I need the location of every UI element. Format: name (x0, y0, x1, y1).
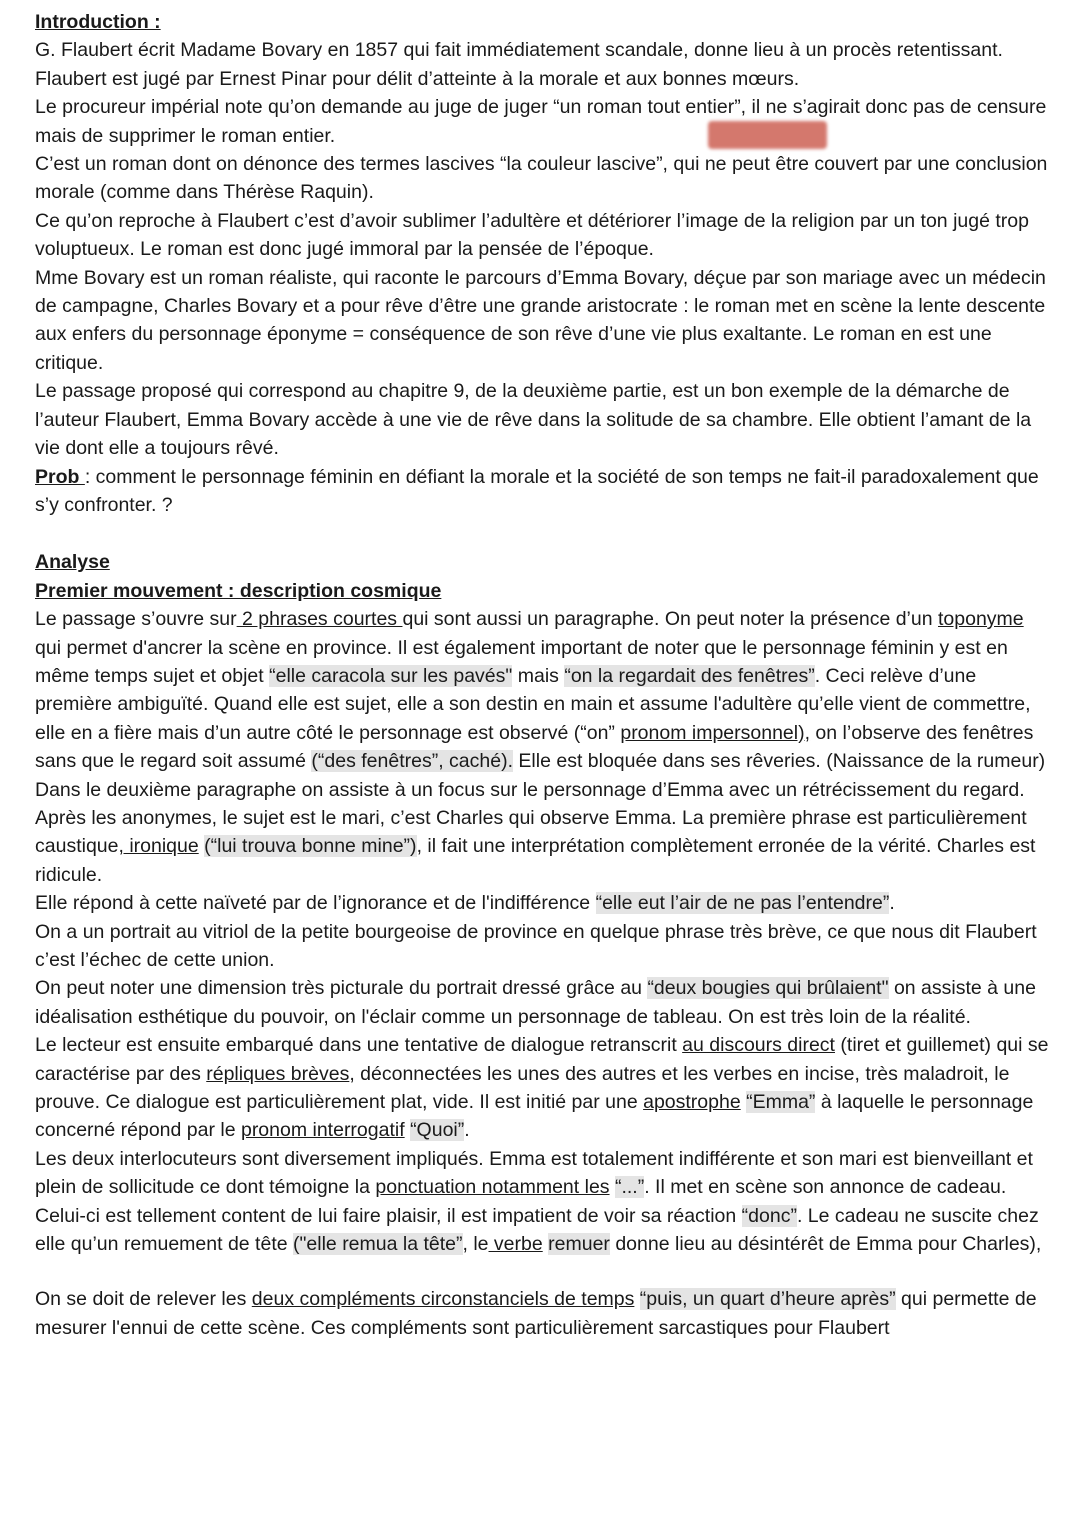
spacer (35, 1258, 1055, 1285)
analyse-subheading: Premier mouvement : description cosmique (35, 579, 442, 602)
text-run: . (464, 1119, 470, 1142)
analyse-paragraph-5 (35, 974, 1055, 1031)
text-run: donne lieu au désintérêt de Emma pour Charles), (609, 1233, 1042, 1256)
analyse-paragraph-4: On a un portrait au vitriol de la petite bourgeoise de province en quelque phrase très brève, ce que nous dit Flaubert c’est l’échec de cette union. (35, 920, 1037, 971)
analyse-paragraph-8 (35, 1285, 1055, 1342)
underlined-term: toponyme (938, 608, 1024, 631)
intro-paragraph-3: C’est un roman dont on dénonce des termes lascives “la couleur lascive”, qui ne peut être couvert par une conclusion morale (comme dans Thérèse Raquin). (35, 153, 1048, 204)
text-run: mais (512, 664, 565, 687)
underlined-term: 2 phrases courtes (236, 608, 403, 631)
document-page (35, 8, 1055, 1342)
highlighted-quote: ("elle remua la tête” (293, 1233, 463, 1256)
analyse-paragraph-3 (35, 889, 1055, 917)
text-run: Elle répond à cette naïveté par de l’ignorance et de l'indifférence (35, 892, 596, 915)
text-run: à laquelle le personnage concerné répond par le (35, 1091, 1034, 1142)
text-run: Le lecteur est ensuite embarqué dans une tentative de dialogue retranscrit (35, 1034, 683, 1057)
analyse-paragraph-6 (35, 1031, 1055, 1145)
text-run: qui permette de mesurer l'ennui de cette scène. Ces compléments sont particulièrement sarcastiques pour Flaubert (35, 1288, 1037, 1339)
highlighted-quote: “elle caracola sur les pavés" (269, 664, 513, 687)
analyse-paragraph-7 (35, 1145, 1055, 1259)
intro-heading: Introduction : (35, 11, 161, 33)
underlined-term: pronom impersonnel), (620, 721, 811, 744)
analyse-paragraph-2 (35, 776, 1055, 890)
prob-text: : comment le personnage féminin en défiant la morale et la société de son temps ne fait-il paradoxalement que s’y confronter. ? (35, 465, 1039, 516)
text-run: Elle est bloquée dans ses rêveries. (Naissance de la rumeur) (513, 750, 1046, 773)
prob-label: Prob (35, 465, 85, 488)
highlighted-quote: “donc” (741, 1204, 797, 1227)
underlined-term: ponctuation notamment les (375, 1176, 610, 1199)
highlighted-quote: “on la regardait des fenêtres” (564, 664, 815, 687)
underlined-term: , ironique (118, 835, 199, 858)
text-run: On se doit de relever les (35, 1288, 252, 1311)
highlighted-quote: “elle eut l’air de ne pas l’entendre” (595, 892, 890, 915)
text-run: qui permet d'ancrer la scène en province. Il est également important de noter que le personnage féminin y est en même temps sujet et objet (35, 636, 1008, 687)
text-run: (tiret et guillemet) qui se caractérise par des (35, 1034, 1049, 1085)
intro-paragraph-4: Ce qu’on reproche à Flaubert c’est d’avoir sublimer l’adultère et détériorer l’image de la religion par un ton jugé trop voluptueux. Le roman est donc jugé immoral par la pensée de l’époque. (35, 209, 1029, 261)
underlined-term: apostrophe (643, 1091, 741, 1114)
text-run: . Ceci relève d’une première ambiguïté. Quand elle est sujet, elle a son destin en main et assume l'adultère qu’elle vient de commettre, elle en a fière mais d’un autre côté le personnage est observé (“on” (35, 664, 1031, 744)
underlined-term: pronom interrogatif (240, 1119, 405, 1142)
highlighted-quote: “...” (614, 1176, 645, 1199)
highlighted-quote: remuer (548, 1233, 610, 1256)
text-run: , le (462, 1233, 489, 1256)
highlighted-quote: (“lui trouva bonne mine”) (204, 835, 417, 858)
text-run: Le passage s’ouvre sur (35, 608, 237, 631)
text-run: , il fait une interprétation complètement erronée de la vérité. Charles est ridicule. (35, 835, 1036, 886)
text-run: . Il met en scène son annonce de cadeau. Celui-ci est tellement content de lui faire plaisir, il est impatient de voir sa réaction (35, 1176, 1007, 1227)
underlined-term: deux compléments circonstanciels de temps (251, 1288, 635, 1311)
text-run: on assiste à une idéalisation esthétique du pouvoir, on l'éclair comme un personnage de tableau. On est très loin de la réalité. (35, 977, 1036, 1028)
analyse-paragraph-1 (35, 605, 1055, 775)
underlined-term: au discours direct (682, 1034, 835, 1057)
intro-paragraph-5: Mme Bovary est un roman réaliste, qui raconte le parcours d’Emma Bovary, déçue par son mariage avec un médecin de campagne, Charles Bovary et a pour rêve d’être une grande aristocrate : le roman met en scène la lente descente aux enfers du personnage éponyme = conséquence de son rêve d’une vie plus exaltante. Le roman en est une critique. (35, 266, 1046, 374)
problematique (35, 463, 1055, 520)
intro-paragraph-2: Le procureur impérial note qu’on demande au juge de juger “un roman tout entier”, il ne s’agirait donc pas de censure mais de supprimer le roman entier. (35, 96, 1047, 147)
text-run: on l’observe des fenêtres sans que le regard soit assumé (35, 721, 1034, 773)
text-run: Dans le deuxième paragraphe on assiste à un focus sur le personnage d’Emma avec un rétrécissement du regard. Après les anonymes, le sujet est le mari, c’est Charles qui observe Emma. La première phrase est particulièrement caustique (35, 778, 1027, 858)
highlighted-quote: “Emma” (746, 1091, 816, 1114)
text-run: On peut noter une dimension très picturale du portrait dressé grâce au (35, 977, 648, 1000)
text-run: . (889, 892, 895, 915)
text-run: , déconnectées les unes des autres et les verbes en incise, très maladroit, le prouve. Ce dialogue est particulièrement plat, vide. Il est initié par une (35, 1062, 1010, 1114)
text-run (634, 1288, 639, 1310)
intro-paragraph-1: G. Flaubert écrit Madame Bovary en 1857 qui fait immédiatement scandale, donne lieu à un procès retentissant. Flaubert est jugé par Ernest Pinar pour délit d’atteinte à la morale et aux bonnes mœurs. (35, 39, 1003, 90)
analyse-heading: Analyse (35, 551, 110, 574)
underlined-term: verbe (488, 1233, 543, 1256)
highlighted-quote: “deux bougies qui brûlaient" (647, 977, 889, 1000)
text-run: Les deux interlocuteurs sont diversement impliqués. Emma est totalement indifférente et son mari est bienveillant et plein de sollicitude ce dont témoigne la (35, 1147, 1033, 1199)
text-run: . Le cadeau ne suscite chez elle qu’un remuement de tête (35, 1204, 1039, 1256)
underlined-term: répliques brèves (206, 1062, 350, 1085)
intro-paragraph-6: Le passage proposé qui correspond au chapitre 9, de la deuxième partie, est un bon exemple de la démarche de l’auteur Flaubert, Emma Bovary accède à une vie de rêve dans la solitude de sa chambre. Elle obtient l’amant de la vie dont elle a toujours rêvé. (35, 380, 1032, 460)
highlighted-quote: “Quoi” (410, 1119, 465, 1142)
highlighted-quote: (“des fenêtres”, caché). (311, 750, 513, 773)
spacer (35, 519, 1055, 548)
highlighted-quote: “puis, un quart d’heure après” (639, 1288, 896, 1311)
text-run: qui sont aussi un paragraphe. On peut noter la présence d’un (402, 608, 938, 631)
